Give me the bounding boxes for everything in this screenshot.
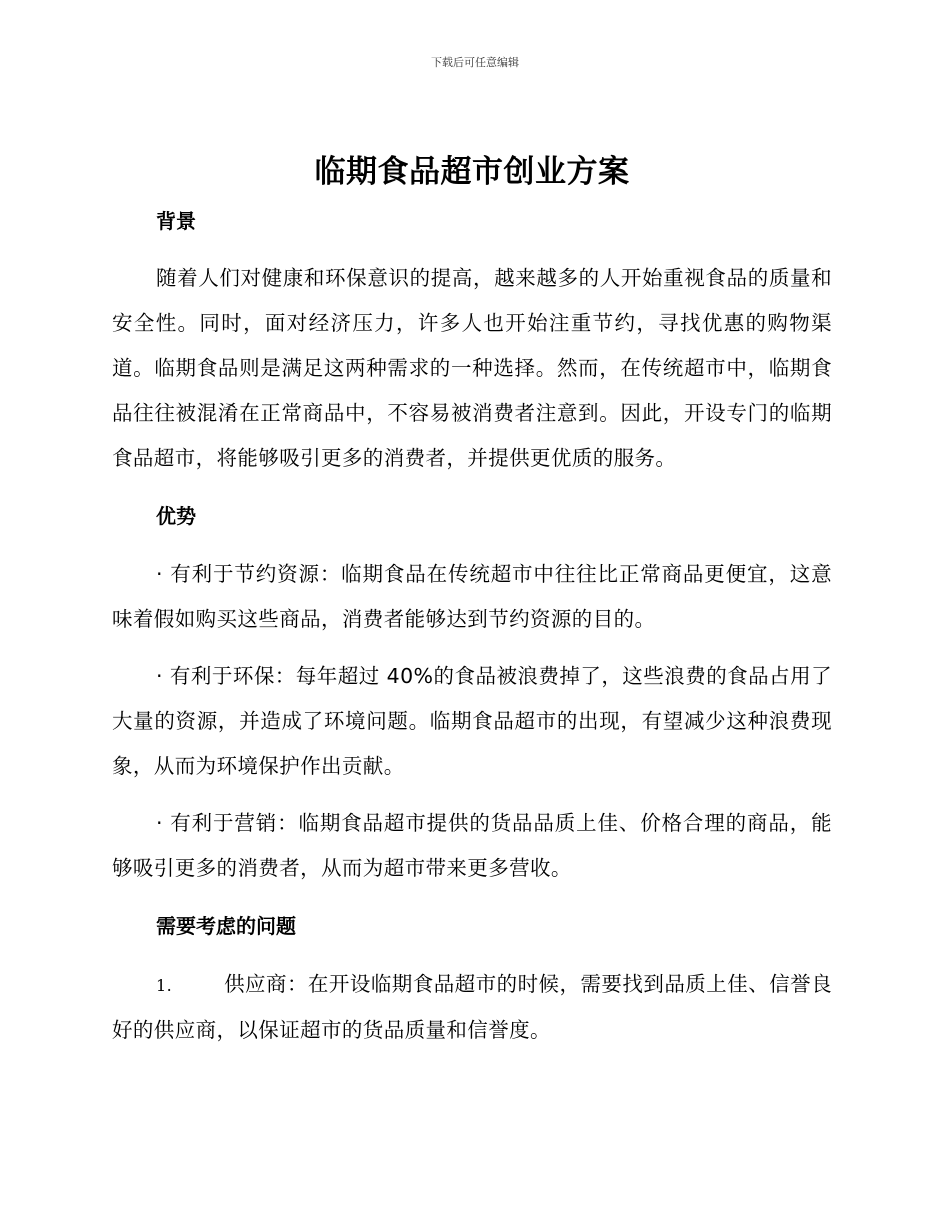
- background-paragraph: 随着人们对健康和环保意识的提高，越来越多的人开始重视食品的质量和安全性。同时，面对经济压力，许多人也开始注重节约，寻找优惠的购物渠道。临期食品则是满足这两种需求的一种选择。然而，在传统超市中，临期食品往往被混淆在正常商品中，不容易被消费者注意到。因此，开设专门的临期食品超市，将能够吸引更多的消费者，并提供更优质的服务。: [112, 266, 832, 470]
- advantage-item: · 有利于环保：每年超过 40%的食品被浪费掉了，这些浪费的食品占用了大量的资源，并造成了环境问题。临期食品超市的出现，有望减少这种浪费现象，从而为环境保护作出贡献。: [112, 664, 832, 778]
- advantage-item: · 有利于营销：临期食品超市提供的货品品质上佳、价格合理的商品，能够吸引更多的消费者，从而为超市带来更多营收。: [112, 811, 832, 880]
- issue-item-text: 供应商：在开设临期食品超市的时候，需要找到品质上佳、信誉良好的供应商，以保证超市的货品质量和信誉度。: [112, 972, 832, 1042]
- issue-item-number: 1.: [156, 976, 173, 995]
- advantage-item: · 有利于节约资源：临期食品在传统超市中往往比正常商品更便宜，这意味着假如购买这些商品，消费者能够达到节约资源的目的。: [112, 562, 832, 631]
- section-heading-background: 背景: [156, 209, 196, 233]
- document-title: 临期食品超市创业方案: [314, 154, 630, 190]
- issue-item: [112, 962, 832, 1053]
- header-note: 下载后可任意编辑: [431, 56, 519, 69]
- section-heading-advantages: 优势: [156, 504, 196, 528]
- document-body: [112, 150, 832, 1053]
- section-heading-issues: 需要考虑的问题: [156, 914, 296, 938]
